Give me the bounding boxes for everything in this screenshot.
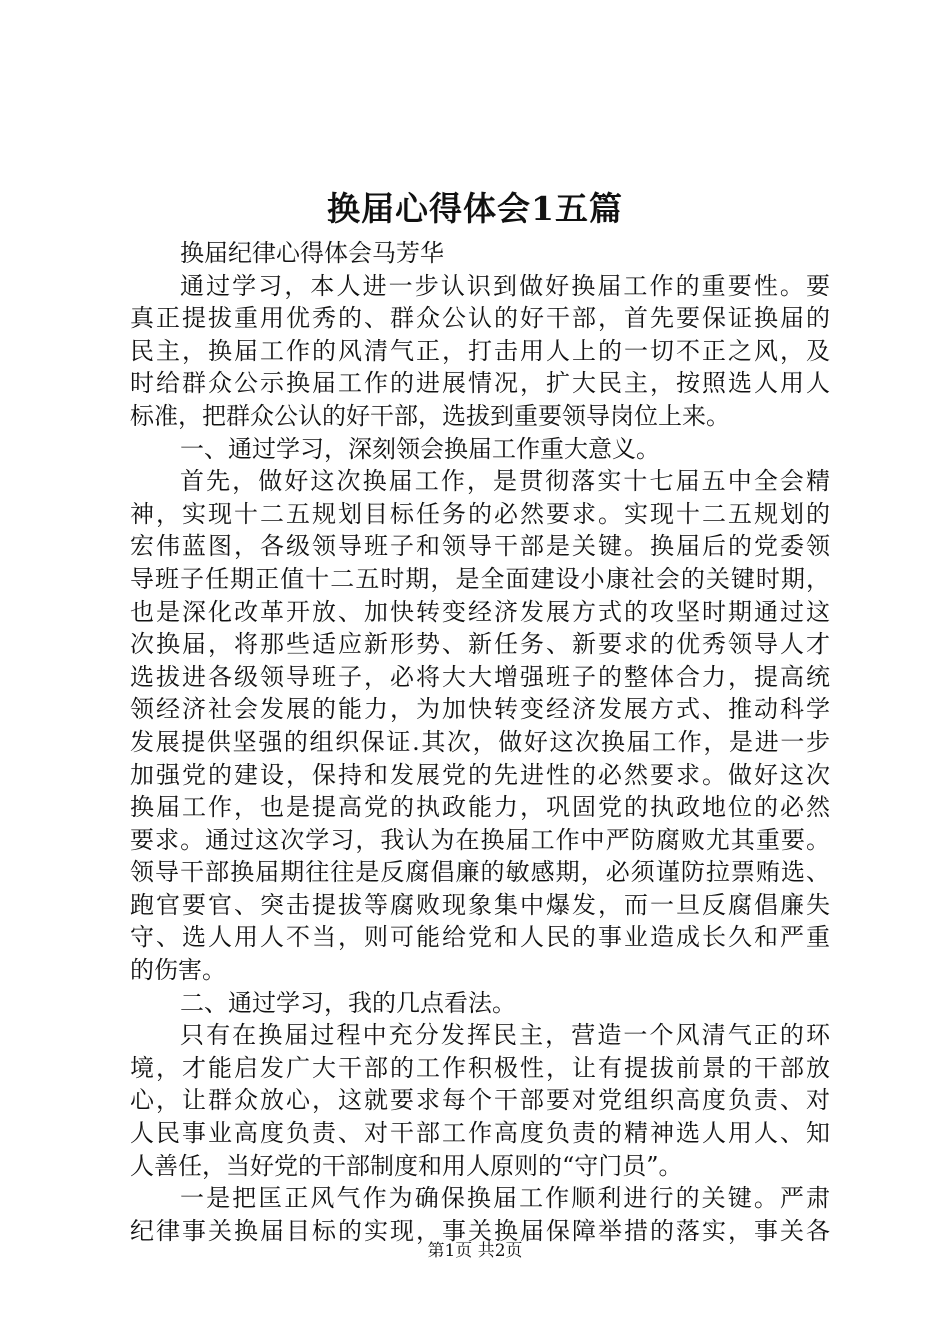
paragraph-line: 真正提拔重用优秀的、群众公认的好干部，首先要保证换届的 <box>130 304 830 333</box>
paragraph-line: 换届纪律心得体会马芳华 <box>180 239 444 267</box>
paragraph-line: 跑官要官、突击提拔等腐败现象集中爆发，而一旦反腐倡廉失 <box>130 890 830 919</box>
paragraph-line: 人民事业高度负责、对干部工作高度负责的精神选人用人、知 <box>130 1119 830 1148</box>
paragraph-line: 宏伟蓝图，各级领导班子和领导干部是关键。换届后的党委领 <box>130 532 830 561</box>
paragraph-line: 也是深化改革开放、加快转变经济发展方式的攻坚时期通过这 <box>130 597 830 626</box>
page-footer: 第1页 共2页 <box>427 1241 523 1261</box>
paragraph-line: 领经济社会发展的能力，为加快转变经济发展方式、推动科学 <box>130 695 830 724</box>
section-heading: 二、通过学习，我的几点看法。 <box>180 988 516 1017</box>
paragraph-line: 神，实现十二五规划目标任务的必然要求。实现十二五规划的 <box>130 499 830 528</box>
paragraph-line: 守、选人用人不当，则可能给党和人民的事业造成长久和严重 <box>130 923 830 952</box>
paragraph-line: 选拔进各级领导班子，必将大大增强班子的整体合力，提高统 <box>130 662 830 691</box>
paragraph-line: 标准，把群众公认的好干部，选拔到重要领导岗位上来。 <box>130 401 730 430</box>
paragraph-line: 领导干部换届期往往是反腐倡廉的敏感期，必须谨防拉票贿选、 <box>130 858 830 887</box>
paragraph-line: 人善任，当好党的干部制度和用人原则的“守门员”。 <box>130 1151 683 1180</box>
paragraph-line: 导班子任期正值十二五时期，是全面建设小康社会的关键时期， <box>130 564 830 593</box>
paragraph-line: 换届工作，也是提高党的执政能力，巩固党的执政地位的必然 <box>130 793 830 822</box>
paragraph-line: 通过学习，本人进一步认识到做好换届工作的重要性。要 <box>180 271 830 300</box>
paragraph-line: 民主，换届工作的风清气正，打击用人上的一切不正之风，及 <box>130 336 830 365</box>
paragraph-line: 境，才能启发广大干部的工作积极性，让有提拔前景的干部放 <box>130 1053 830 1082</box>
paragraph-line: 只有在换届过程中充分发挥民主，营造一个风清气正的环 <box>180 1021 830 1050</box>
section-heading: 一、通过学习，深刻领会换届工作重大意义。 <box>180 434 660 463</box>
paragraph-line: 首先，做好这次换届工作，是贯彻落实十七届五中全会精 <box>180 467 830 496</box>
paragraph-line: 次换届，将那些适应新形势、新任务、新要求的优秀领导人才 <box>130 630 830 659</box>
paragraph-line: 纪律事关换届目标的实现，事关换届保障举措的落实，事关各 <box>130 1216 830 1245</box>
paragraph-line: 心，让群众放心，这就要求每个干部要对党组织高度负责、对 <box>130 1086 830 1115</box>
document-body <box>130 237 830 1247</box>
paragraph-line: 的伤害。 <box>130 956 226 985</box>
document-title: 换届心得体会1五篇 <box>327 189 623 228</box>
paragraph-line: 时给群众公示换届工作的进展情况，扩大民主，按照选人用人 <box>130 369 830 398</box>
paragraph-line: 加强党的建设，保持和发展党的先进性的必然要求。做好这次 <box>130 760 830 789</box>
paragraph-line: 要求。通过这次学习，我认为在换届工作中严防腐败尤其重要。 <box>130 825 830 854</box>
paragraph-line: 发展提供坚强的组织保证.其次，做好这次换届工作，是进一步 <box>130 727 830 756</box>
paragraph-line: 一是把匡正风气作为确保换届工作顺利进行的关键。严肃 <box>180 1184 830 1213</box>
